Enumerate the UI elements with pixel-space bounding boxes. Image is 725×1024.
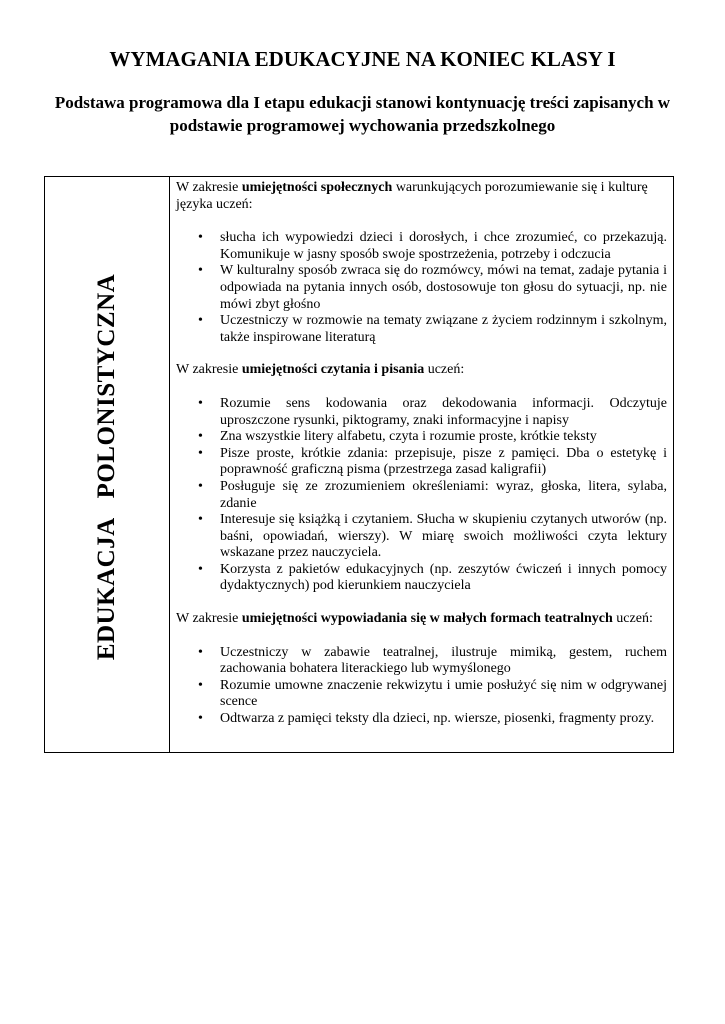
requirements-column xyxy=(170,177,673,752)
list-item xyxy=(176,313,667,346)
list-item-text: Korzysta z pakietów edukacyjnych (np. zeszytów ćwiczeń i innych pomocy dydaktycznych) pod kierunkiem nauczyciela xyxy=(220,561,667,594)
section-intro xyxy=(176,362,667,379)
list-item-text: Uczestniczy w rozmowie na tematy związane z życiem rodzinnym i szkolnym, także inspirowane literaturą xyxy=(220,313,667,345)
bullet-icon: • xyxy=(198,711,203,727)
section-skill-name: umiejętności wypowiadania się w małych formach teatralnych xyxy=(241,611,613,627)
section-intro xyxy=(176,180,667,213)
list-item xyxy=(176,512,667,562)
page-title: WYMAGANIA EDUKACYJNE NA KONIEC KLASY I xyxy=(109,47,616,71)
section-intro-suffix: uczeń: xyxy=(424,362,465,378)
list-item-text: W kulturalny sposób zwraca się do rozmówcy, mówi na temat, zadaje pytania i odpowiada na pytania innych osób, dostosowuje ton głosu do sytuacji, np. nie mówi zbyt głośno xyxy=(220,263,667,312)
bullet-icon: • xyxy=(198,478,203,494)
bullet-icon: • xyxy=(198,263,203,279)
list-item-text: Posługuje się ze zrozumieniem określeniami: wyraz, głoska, litera, sylaba, zdanie xyxy=(220,478,667,511)
list-item-text: Uczestniczy w zabawie teatralnej, ilustruje mimiką, gestem, ruchem zachowania bohatera literackiego lub wymyślonego xyxy=(220,644,667,677)
page-subtitle: Podstawa programowa dla I etapu edukacji stanowi kontynuację treści zapisanych w podstawie programowej wychowania przedszkolnego xyxy=(54,93,671,135)
list-item-text: Rozumie sens kodowania oraz dekodowania informacji. Odczytuje uproszczone rysunki, piktogramy, znaki informacyjne i napisy xyxy=(220,395,667,428)
list-item-text: Pisze proste, krótkie zdania: przepisuje, pisze z pamięci. Dba o estetykę i poprawność graficzną pisma (przestrzega zasad kaligrafii) xyxy=(220,445,667,478)
list-item xyxy=(176,446,667,479)
section-skill-name: umiejętności czytania i pisania xyxy=(241,362,425,378)
list-item xyxy=(176,230,667,263)
list-item-text: Rozumie umowne znaczenie rekwizytu i umie posłużyć się nim w odgrywanej scence xyxy=(220,677,667,710)
bullet-icon: • xyxy=(198,512,203,528)
list-item xyxy=(176,429,667,446)
list-item xyxy=(176,645,667,678)
list-item xyxy=(176,263,667,313)
bullet-icon: • xyxy=(198,230,203,246)
list-item-text: Zna wszystkie litery alfabetu, czyta i rozumie proste, krótkie teksty xyxy=(220,429,597,445)
requirements-list xyxy=(176,230,667,346)
list-item-text: Odtwarza z pamięci teksty dla dzieci, np. wiersze, piosenki, fragmenty prozy. xyxy=(220,711,655,727)
requirements-list xyxy=(176,396,667,595)
bullet-icon: • xyxy=(198,677,203,693)
section-skill-name: umiejętności społecznych xyxy=(241,180,393,195)
list-item xyxy=(176,396,667,429)
requirements-list xyxy=(176,645,667,728)
bullet-icon: • xyxy=(198,445,203,461)
list-item xyxy=(176,678,667,711)
subject-label: EDUKACJA POLONISTYCZNA xyxy=(93,273,120,661)
section-intro-prefix: W zakresie xyxy=(176,611,242,627)
bullet-icon: • xyxy=(198,561,203,577)
subject-column xyxy=(45,177,170,752)
section-intro-prefix: W zakresie xyxy=(176,180,242,195)
bullet-icon: • xyxy=(198,429,203,445)
bullet-icon: • xyxy=(198,395,203,411)
bullet-icon: • xyxy=(198,313,203,329)
list-item xyxy=(176,711,667,728)
list-item-text: Interesuje się książką i czytaniem. Słucha w skupieniu czytanych utworów (np. baśni, opowiadań, wierszy). W miarę swoich możliwości czyta lektury wskazane przez nauczyciela. xyxy=(220,512,667,561)
requirements-table xyxy=(44,176,674,753)
list-item xyxy=(176,562,667,595)
section-intro-suffix: warunkujących porozumiewanie się i kulturę języka uczeń: xyxy=(176,180,648,212)
section-intro-suffix: uczeń: xyxy=(612,611,653,627)
list-item-text: słucha ich wypowiedzi dzieci i dorosłych, i chce zrozumieć, co przekazują. Komunikuje w jasny sposób swoje spostrzeżenia, potrzeby i odczucia xyxy=(220,230,667,262)
bullet-icon: • xyxy=(198,644,203,660)
list-item xyxy=(176,479,667,512)
section-intro-prefix: W zakresie xyxy=(176,362,242,378)
section-intro xyxy=(176,611,667,628)
